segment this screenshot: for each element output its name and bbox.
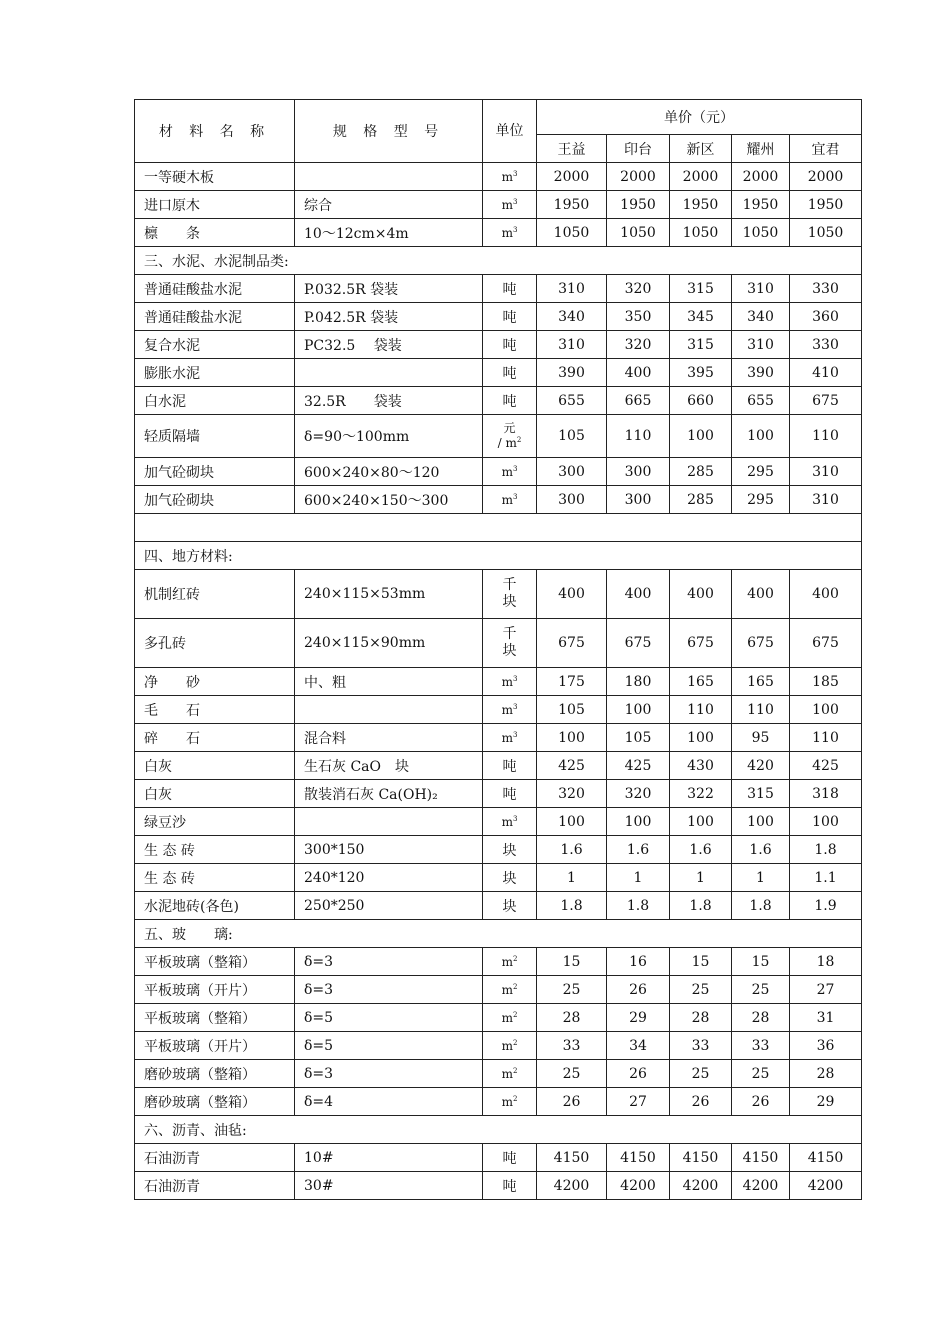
price-cell: 28 xyxy=(670,1004,732,1032)
unit-cell: 吨 xyxy=(483,1144,537,1172)
material-name-cell: 生 态 砖 xyxy=(135,864,295,892)
price-cell: 1050 xyxy=(670,219,732,247)
price-cell: 110 xyxy=(607,415,670,458)
price-cell: 110 xyxy=(790,724,862,752)
price-cell: 1 xyxy=(732,864,790,892)
material-name-cell: 加气砼砌块 xyxy=(135,458,295,486)
price-cell: 425 xyxy=(790,752,862,780)
price-cell: 25 xyxy=(537,1060,607,1088)
price-cell: 675 xyxy=(607,619,670,668)
price-cell: 33 xyxy=(670,1032,732,1060)
spec-cell: δ=4 xyxy=(295,1088,483,1116)
price-cell: 105 xyxy=(537,696,607,724)
unit-cell: $m^3$ xyxy=(483,219,537,247)
price-cell: 400 xyxy=(607,359,670,387)
table-row xyxy=(135,359,862,387)
price-cell: 285 xyxy=(670,486,732,514)
price-cell: 300 xyxy=(607,486,670,514)
section-heading: 三、水泥、水泥制品类: xyxy=(135,247,862,275)
unit-cell: $m^3$ xyxy=(483,191,537,219)
spec-cell: 综合 xyxy=(295,191,483,219)
price-cell: 4200 xyxy=(537,1172,607,1200)
price-cell: 318 xyxy=(790,780,862,808)
price-cell: 1.8 xyxy=(537,892,607,920)
material-name-cell: 白水泥 xyxy=(135,387,295,415)
material-name-cell: 加气砼砌块 xyxy=(135,486,295,514)
unit-cell: $m^3$ xyxy=(483,808,537,836)
price-cell: 34 xyxy=(607,1032,670,1060)
price-cell: 100 xyxy=(607,696,670,724)
price-cell: 340 xyxy=(732,303,790,331)
price-cell: 28 xyxy=(790,1060,862,1088)
spec-cell: P.032.5R 袋装 xyxy=(295,275,483,303)
material-name-cell: 檩 条 xyxy=(135,219,295,247)
material-name-cell: 复合水泥 xyxy=(135,331,295,359)
price-cell: 425 xyxy=(607,752,670,780)
unit-cell: 块 xyxy=(483,836,537,864)
price-cell: 110 xyxy=(790,415,862,458)
price-cell: 300 xyxy=(537,486,607,514)
unit-cell: 块 xyxy=(483,864,537,892)
price-cell: 100 xyxy=(670,808,732,836)
unit-cell: $m^2$ xyxy=(483,1032,537,1060)
price-cell: 310 xyxy=(732,275,790,303)
material-name-cell: 白灰 xyxy=(135,780,295,808)
price-cell: 655 xyxy=(732,387,790,415)
unit-cell: $m^3$ xyxy=(483,163,537,191)
spec-cell: 10# xyxy=(295,1144,483,1172)
unit-cell: 千 块 xyxy=(483,619,537,668)
price-cell: 100 xyxy=(607,808,670,836)
price-cell: 26 xyxy=(607,976,670,1004)
price-cell: 29 xyxy=(607,1004,670,1032)
table-row xyxy=(135,387,862,415)
price-cell: 310 xyxy=(790,458,862,486)
unit-cell: 元 / $m^2$ xyxy=(483,415,537,458)
unit-cell: 块 xyxy=(483,892,537,920)
table-row xyxy=(135,920,862,948)
price-cell: 300 xyxy=(537,458,607,486)
material-name-cell: 磨砂玻璃（整箱） xyxy=(135,1060,295,1088)
price-cell: 1950 xyxy=(670,191,732,219)
price-cell: 25 xyxy=(670,1060,732,1088)
price-cell: 25 xyxy=(732,976,790,1004)
header-place-wangyi: 王益 xyxy=(537,135,607,163)
price-cell: 4200 xyxy=(670,1172,732,1200)
unit-cell: $m^2$ xyxy=(483,1004,537,1032)
spec-cell: PC32.5 袋装 xyxy=(295,331,483,359)
price-cell: 400 xyxy=(607,570,670,619)
table-row xyxy=(135,1116,862,1144)
price-cell: 400 xyxy=(537,570,607,619)
unit-cell: 吨 xyxy=(483,359,537,387)
material-name-cell: 绿豆沙 xyxy=(135,808,295,836)
table-row xyxy=(135,619,862,668)
price-cell: 4150 xyxy=(537,1144,607,1172)
unit-cell: $m^3$ xyxy=(483,724,537,752)
price-cell: 1950 xyxy=(607,191,670,219)
price-cell: 4150 xyxy=(607,1144,670,1172)
table-row xyxy=(135,570,862,619)
material-name-cell: 生 态 砖 xyxy=(135,836,295,864)
spec-cell: δ=90～100mm xyxy=(295,415,483,458)
price-cell: 320 xyxy=(607,780,670,808)
price-cell: 4200 xyxy=(732,1172,790,1200)
unit-cell: 吨 xyxy=(483,387,537,415)
spec-cell xyxy=(295,696,483,724)
material-price-table xyxy=(134,99,862,1200)
price-cell: 180 xyxy=(607,668,670,696)
price-cell: 28 xyxy=(732,1004,790,1032)
price-cell: 110 xyxy=(732,696,790,724)
price-cell: 100 xyxy=(537,808,607,836)
price-cell: 100 xyxy=(732,808,790,836)
header-material-name: 材 料 名 称 xyxy=(135,100,295,163)
spec-cell xyxy=(295,359,483,387)
price-cell: 320 xyxy=(537,780,607,808)
header-place-yijun: 宜君 xyxy=(790,135,862,163)
price-cell: 16 xyxy=(607,948,670,976)
price-cell: 1050 xyxy=(790,219,862,247)
material-name-cell: 普通硅酸盐水泥 xyxy=(135,275,295,303)
price-cell: 360 xyxy=(790,303,862,331)
price-cell: 315 xyxy=(732,780,790,808)
material-name-cell: 毛 石 xyxy=(135,696,295,724)
table-row xyxy=(135,191,862,219)
price-cell: 27 xyxy=(607,1088,670,1116)
header-unit: 单位 xyxy=(483,100,537,163)
price-cell: 675 xyxy=(537,619,607,668)
price-cell: 100 xyxy=(790,696,862,724)
unit-cell: 吨 xyxy=(483,275,537,303)
price-cell: 660 xyxy=(670,387,732,415)
price-cell: 1.6 xyxy=(537,836,607,864)
header-spec: 规 格 型 号 xyxy=(295,100,483,163)
spec-cell: δ=3 xyxy=(295,1060,483,1088)
table-row xyxy=(135,458,862,486)
spec-cell: 生石灰 CaO 块 xyxy=(295,752,483,780)
price-cell: 165 xyxy=(732,668,790,696)
material-name-cell: 机制红砖 xyxy=(135,570,295,619)
material-name-cell: 普通硅酸盐水泥 xyxy=(135,303,295,331)
material-name-cell: 平板玻璃（开片） xyxy=(135,976,295,1004)
price-cell: 310 xyxy=(537,275,607,303)
spec-cell: 240×115×53mm xyxy=(295,570,483,619)
price-cell: 36 xyxy=(790,1032,862,1060)
spec-cell: 中、粗 xyxy=(295,668,483,696)
table-body xyxy=(135,163,862,1200)
material-name-cell: 白灰 xyxy=(135,752,295,780)
spec-cell: 30# xyxy=(295,1172,483,1200)
header-unit-price: 单价（元） xyxy=(537,100,862,135)
price-cell: 295 xyxy=(732,458,790,486)
spec-cell xyxy=(295,163,483,191)
price-cell: 322 xyxy=(670,780,732,808)
table-row xyxy=(135,724,862,752)
material-name-cell: 膨胀水泥 xyxy=(135,359,295,387)
price-cell: 165 xyxy=(670,668,732,696)
price-cell: 425 xyxy=(537,752,607,780)
table-row xyxy=(135,892,862,920)
price-cell: 315 xyxy=(670,331,732,359)
price-cell: 1.8 xyxy=(607,892,670,920)
spec-cell: 240*120 xyxy=(295,864,483,892)
price-cell: 310 xyxy=(732,331,790,359)
table-row xyxy=(135,1088,862,1116)
price-cell: 310 xyxy=(537,331,607,359)
price-cell: 105 xyxy=(607,724,670,752)
price-cell: 300 xyxy=(607,458,670,486)
price-cell: 26 xyxy=(537,1088,607,1116)
spec-cell: 240×115×90mm xyxy=(295,619,483,668)
unit-cell: $m^3$ xyxy=(483,486,537,514)
price-cell: 15 xyxy=(670,948,732,976)
price-cell: 95 xyxy=(732,724,790,752)
table-row xyxy=(135,696,862,724)
material-name-cell: 轻质隔墙 xyxy=(135,415,295,458)
price-cell: 1.8 xyxy=(790,836,862,864)
price-cell: 2000 xyxy=(607,163,670,191)
price-cell: 390 xyxy=(537,359,607,387)
table-row xyxy=(135,486,862,514)
price-cell: 410 xyxy=(790,359,862,387)
price-cell: 1950 xyxy=(732,191,790,219)
material-name-cell: 平板玻璃（开片） xyxy=(135,1032,295,1060)
price-cell: 18 xyxy=(790,948,862,976)
spec-cell: 600×240×150～300 xyxy=(295,486,483,514)
table-row xyxy=(135,542,862,570)
price-cell: 25 xyxy=(732,1060,790,1088)
material-name-cell: 磨砂玻璃（整箱） xyxy=(135,1088,295,1116)
spec-cell: P.042.5R 袋装 xyxy=(295,303,483,331)
price-cell: 1 xyxy=(670,864,732,892)
price-cell: 1.6 xyxy=(607,836,670,864)
price-cell: 675 xyxy=(790,387,862,415)
price-cell: 675 xyxy=(790,619,862,668)
price-cell: 33 xyxy=(732,1032,790,1060)
table-row xyxy=(135,864,862,892)
table-row xyxy=(135,808,862,836)
price-cell: 320 xyxy=(607,275,670,303)
price-cell: 4200 xyxy=(607,1172,670,1200)
price-cell: 655 xyxy=(537,387,607,415)
table-row xyxy=(135,415,862,458)
section-heading: 五、玻 璃: xyxy=(135,920,862,948)
unit-cell: 吨 xyxy=(483,331,537,359)
table-row xyxy=(135,331,862,359)
price-cell: 26 xyxy=(607,1060,670,1088)
price-cell: 430 xyxy=(670,752,732,780)
price-cell: 1.8 xyxy=(670,892,732,920)
price-cell: 110 xyxy=(670,696,732,724)
price-cell: 285 xyxy=(670,458,732,486)
price-cell: 100 xyxy=(670,724,732,752)
price-cell: 100 xyxy=(537,724,607,752)
unit-cell: 吨 xyxy=(483,752,537,780)
unit-cell: 吨 xyxy=(483,303,537,331)
price-cell: 1050 xyxy=(732,219,790,247)
table-row xyxy=(135,275,862,303)
unit-cell: $m^3$ xyxy=(483,668,537,696)
table-row xyxy=(135,514,862,542)
header-place-yintai: 印台 xyxy=(607,135,670,163)
price-cell: 26 xyxy=(670,1088,732,1116)
material-name-cell: 石油沥青 xyxy=(135,1172,295,1200)
price-cell: 4150 xyxy=(790,1144,862,1172)
table-row xyxy=(135,163,862,191)
price-cell: 25 xyxy=(670,976,732,1004)
table-row xyxy=(135,668,862,696)
spec-cell: 混合料 xyxy=(295,724,483,752)
price-cell: 1950 xyxy=(790,191,862,219)
price-cell: 400 xyxy=(790,570,862,619)
spec-cell: 300*150 xyxy=(295,836,483,864)
price-cell: 350 xyxy=(607,303,670,331)
price-cell: 310 xyxy=(790,486,862,514)
section-heading: 六、沥青、油毡: xyxy=(135,1116,862,1144)
price-cell: 675 xyxy=(670,619,732,668)
price-cell: 100 xyxy=(790,808,862,836)
price-cell: 1050 xyxy=(537,219,607,247)
price-cell: 315 xyxy=(670,275,732,303)
table-row xyxy=(135,1004,862,1032)
unit-cell: 千 块 xyxy=(483,570,537,619)
price-cell: 345 xyxy=(670,303,732,331)
price-cell: 28 xyxy=(537,1004,607,1032)
price-cell: 1 xyxy=(607,864,670,892)
table-row xyxy=(135,752,862,780)
price-cell: 31 xyxy=(790,1004,862,1032)
price-cell: 295 xyxy=(732,486,790,514)
price-cell: 4200 xyxy=(790,1172,862,1200)
header-place-xinqu: 新区 xyxy=(670,135,732,163)
price-cell: 27 xyxy=(790,976,862,1004)
price-cell: 1950 xyxy=(537,191,607,219)
unit-cell: 吨 xyxy=(483,1172,537,1200)
table-row xyxy=(135,1032,862,1060)
unit-cell: 吨 xyxy=(483,780,537,808)
unit-cell: $m^3$ xyxy=(483,696,537,724)
section-heading: 四、地方材料: xyxy=(135,542,862,570)
table-row xyxy=(135,1172,862,1200)
spec-cell: δ=3 xyxy=(295,948,483,976)
table-row xyxy=(135,976,862,1004)
table-row xyxy=(135,780,862,808)
material-name-cell: 碎 石 xyxy=(135,724,295,752)
price-cell: 400 xyxy=(732,570,790,619)
blank-row xyxy=(135,514,862,542)
price-cell: 175 xyxy=(537,668,607,696)
table-row xyxy=(135,1060,862,1088)
price-cell: 185 xyxy=(790,668,862,696)
price-cell: 15 xyxy=(732,948,790,976)
price-cell: 1.8 xyxy=(732,892,790,920)
table-row xyxy=(135,247,862,275)
table-row xyxy=(135,836,862,864)
price-cell: 420 xyxy=(732,752,790,780)
unit-cell: $m^3$ xyxy=(483,458,537,486)
table-row xyxy=(135,1144,862,1172)
spec-cell: 250*250 xyxy=(295,892,483,920)
spec-cell: 600×240×80～120 xyxy=(295,458,483,486)
spec-cell: δ=5 xyxy=(295,1032,483,1060)
spec-cell: 32.5R 袋装 xyxy=(295,387,483,415)
price-cell: 25 xyxy=(537,976,607,1004)
material-name-cell: 平板玻璃（整箱） xyxy=(135,948,295,976)
price-cell: 390 xyxy=(732,359,790,387)
price-cell: 1.1 xyxy=(790,864,862,892)
unit-cell: $m^2$ xyxy=(483,948,537,976)
spec-cell xyxy=(295,808,483,836)
price-cell: 340 xyxy=(537,303,607,331)
price-cell: 320 xyxy=(607,331,670,359)
price-cell: 26 xyxy=(732,1088,790,1116)
price-cell: 4150 xyxy=(670,1144,732,1172)
spec-cell: δ=3 xyxy=(295,976,483,1004)
price-cell: 1050 xyxy=(607,219,670,247)
price-cell: 105 xyxy=(537,415,607,458)
price-cell: 29 xyxy=(790,1088,862,1116)
price-cell: 330 xyxy=(790,275,862,303)
price-cell: 33 xyxy=(537,1032,607,1060)
material-name-cell: 净 砂 xyxy=(135,668,295,696)
price-cell: 1.9 xyxy=(790,892,862,920)
material-name-cell: 石油沥青 xyxy=(135,1144,295,1172)
price-cell: 1.6 xyxy=(670,836,732,864)
material-name-cell: 进口原木 xyxy=(135,191,295,219)
header-place-yaozhou: 耀州 xyxy=(732,135,790,163)
price-cell: 675 xyxy=(732,619,790,668)
price-cell: 100 xyxy=(732,415,790,458)
price-cell: 4150 xyxy=(732,1144,790,1172)
unit-cell: $m^2$ xyxy=(483,1060,537,1088)
price-cell: 15 xyxy=(537,948,607,976)
table-row xyxy=(135,219,862,247)
price-cell: 330 xyxy=(790,331,862,359)
price-cell: 400 xyxy=(670,570,732,619)
table-row xyxy=(135,303,862,331)
table-row xyxy=(135,948,862,976)
material-name-cell: 一等硬木板 xyxy=(135,163,295,191)
spec-cell: 10～12cm×4m xyxy=(295,219,483,247)
price-cell: 665 xyxy=(607,387,670,415)
price-cell: 1 xyxy=(537,864,607,892)
price-cell: 2000 xyxy=(670,163,732,191)
price-cell: 2000 xyxy=(537,163,607,191)
price-cell: 2000 xyxy=(732,163,790,191)
material-name-cell: 水泥地砖(各色) xyxy=(135,892,295,920)
unit-cell: $m^2$ xyxy=(483,1088,537,1116)
price-cell: 1.6 xyxy=(732,836,790,864)
spec-cell: δ=5 xyxy=(295,1004,483,1032)
price-cell: 100 xyxy=(670,415,732,458)
material-name-cell: 平板玻璃（整箱） xyxy=(135,1004,295,1032)
price-cell: 395 xyxy=(670,359,732,387)
material-name-cell: 多孔砖 xyxy=(135,619,295,668)
price-cell: 2000 xyxy=(790,163,862,191)
spec-cell: 散装消石灰 Ca(OH)₂ xyxy=(295,780,483,808)
unit-cell: $m^2$ xyxy=(483,976,537,1004)
